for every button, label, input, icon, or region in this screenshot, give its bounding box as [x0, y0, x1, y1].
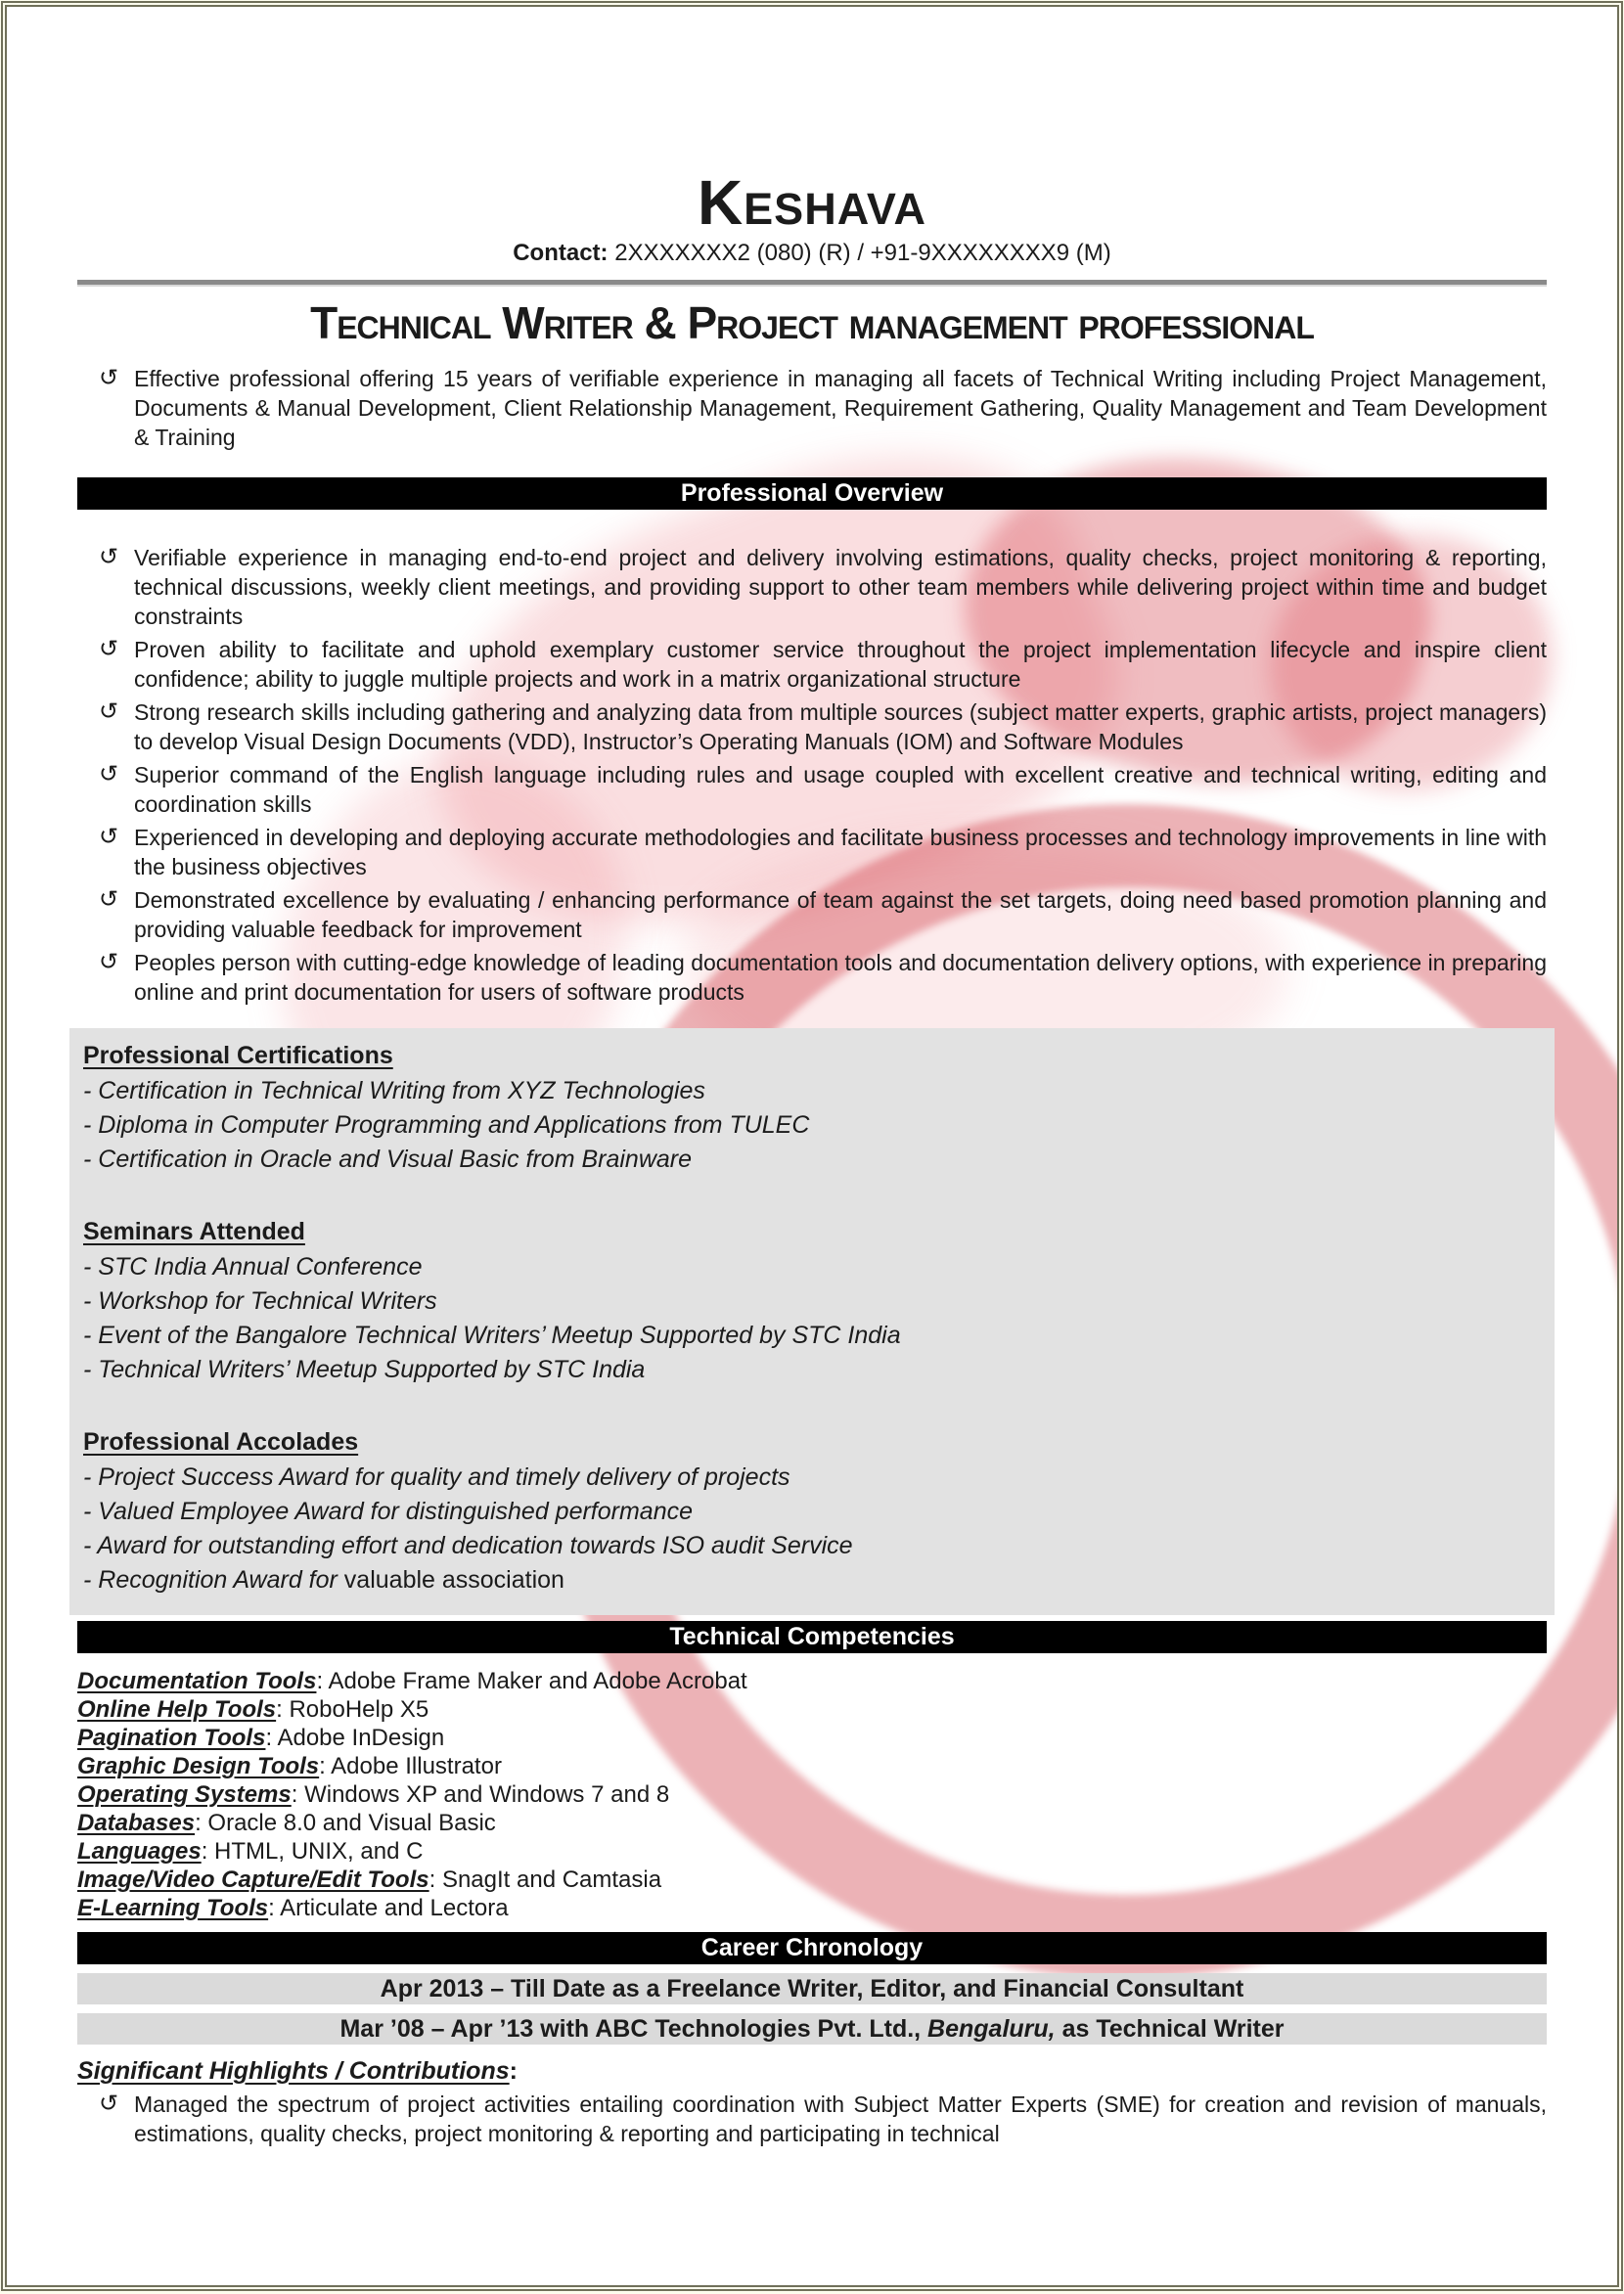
accolade-item-regular-part: valuable association — [337, 1565, 564, 1594]
competency-label: Image/Video Capture/Edit Tools — [77, 1866, 429, 1893]
overview-bullet-list — [77, 543, 1547, 1007]
career-entry-location: Bengaluru, — [927, 2014, 1056, 2043]
accolade-item — [83, 1563, 1541, 1597]
accolade-item-italic-part: - Recognition Award for — [83, 1565, 338, 1594]
accolade-item: - Valued Employee Award for distinguished performance — [83, 1497, 694, 1525]
contact-value: 2XXXXXXX2 (080) (R) / +91-9XXXXXXXX9 (M) — [608, 240, 1111, 266]
competency-value: : Adobe Illustrator — [319, 1752, 502, 1779]
resume-content — [7, 167, 1617, 2148]
seminar-item: - Workshop for Technical Writers — [83, 1286, 437, 1315]
overview-bullet — [77, 543, 1547, 631]
highlight-bullet — [77, 2090, 1547, 2148]
rotate-arrow-bullet-icon: ↺ — [99, 543, 119, 570]
competency-row — [77, 1695, 1547, 1724]
competency-row — [77, 1809, 1547, 1837]
competency-row — [77, 1866, 1547, 1894]
section-bar-technical-competencies: Technical Competencies — [77, 1621, 1547, 1653]
highlights-heading-text: Significant Highlights / Contributions — [77, 2056, 510, 2085]
seminar-item: - Event of the Bangalore Technical Writers’ Meetup Supported by STC India — [83, 1321, 901, 1349]
overview-bullet — [77, 823, 1547, 881]
competency-label: Languages — [77, 1837, 202, 1865]
seminar-item: - STC India Annual Conference — [83, 1252, 423, 1281]
highlight-bullet-text: Managed the spectrum of project activities entailing coordination with Subject Matter Experts (SME) for creation and revision of manuals, estimations, quality checks, project monitoring & reporting and participating in technical — [134, 2091, 1547, 2146]
section-bar-professional-overview: Professional Overview — [77, 477, 1547, 510]
competency-row — [77, 1752, 1547, 1780]
certification-item: - Certification in Technical Writing from XYZ Technologies — [83, 1076, 705, 1104]
competency-value: : Windows XP and Windows 7 and 8 — [291, 1780, 670, 1808]
competency-value: : Articulate and Lectora — [268, 1894, 509, 1921]
competency-label: E-Learning Tools — [77, 1894, 269, 1921]
overview-bullet-text: Strong research skills including gathering and analyzing data from multiple sources (subject matter experts, graphic artists, project managers) to develop Visual Design Documents (VDD), Instructor’s Operating Manuals (IOM) and Software Modules — [134, 698, 1547, 754]
competency-row — [77, 1724, 1547, 1752]
headline-title: Technical Writer & Project management professional — [310, 297, 1314, 348]
credentials-panel — [69, 1028, 1555, 1615]
competency-label: Pagination Tools — [77, 1724, 266, 1751]
candidate-name: Keshava — [697, 167, 927, 238]
overview-bullet-text: Superior command of the English language including rules and usage coupled with excellent creative and technical writing, editing and coordination skills — [134, 761, 1547, 817]
overview-bullet — [77, 948, 1547, 1007]
competency-value: : Adobe InDesign — [265, 1724, 445, 1751]
rotate-arrow-bullet-icon: ↺ — [99, 823, 119, 850]
rotate-arrow-bullet-icon: ↺ — [99, 948, 119, 975]
competency-row — [77, 1780, 1547, 1809]
highlights-heading — [77, 2056, 1547, 2086]
competency-label: Databases — [77, 1809, 196, 1836]
summary-text: Effective professional offering 15 years of verifiable experience in managing all facets of Technical Writing including Project Management, Documents & Manual Development, Client Relationship Management, Requirement Gathering, Quality Management and Team Development & Training — [134, 365, 1547, 450]
competency-label: Online Help Tools — [77, 1695, 277, 1723]
competency-label: Graphic Design Tools — [77, 1752, 320, 1779]
certification-item: - Certification in Oracle and Visual Basic from Brainware — [83, 1145, 693, 1173]
competency-row — [77, 1667, 1547, 1695]
accolade-item: - Project Success Award for quality and timely delivery of projects — [83, 1462, 790, 1491]
overview-bullet — [77, 885, 1547, 944]
accolades-heading: Professional Accolades — [83, 1427, 359, 1456]
rotate-arrow-bullet-icon: ↺ — [99, 364, 119, 391]
contact-line — [77, 240, 1547, 267]
competency-row — [77, 1894, 1547, 1922]
contact-label: Contact: — [513, 240, 609, 266]
competency-label: Documentation Tools — [77, 1667, 317, 1694]
overview-bullet — [77, 697, 1547, 756]
overview-bullet-text: Demonstrated excellence by evaluating / enhancing performance of team against the set targets, doing need based promotion planning and providing valuable feedback for improvement — [134, 886, 1547, 942]
competency-row — [77, 1837, 1547, 1866]
certifications-heading: Professional Certifications — [83, 1041, 393, 1069]
career-entry-previous — [77, 2013, 1547, 2045]
highlights-heading-colon: : — [509, 2056, 518, 2085]
career-entry-text: as Technical Writer — [1055, 2014, 1285, 2043]
section-bar-career-chronology: Career Chronology — [77, 1932, 1547, 1964]
rotate-arrow-bullet-icon: ↺ — [99, 2090, 119, 2117]
accolade-item: - Award for outstanding effort and dedication towards ISO audit Service — [83, 1531, 853, 1559]
overview-bullet — [77, 635, 1547, 694]
overview-bullet-text: Proven ability to facilitate and uphold exemplary customer service throughout the project implementation lifecycle and inspire client confidence; ability to juggle multiple projects and work in a matrix organizational structure — [134, 636, 1547, 692]
competency-value: : Adobe Frame Maker and Adobe Acrobat — [316, 1667, 747, 1694]
seminar-item: - Technical Writers’ Meetup Supported by STC India — [83, 1355, 646, 1383]
competency-value: : Oracle 8.0 and Visual Basic — [195, 1809, 496, 1836]
rotate-arrow-bullet-icon: ↺ — [99, 885, 119, 913]
career-entry-text: Mar ’08 – Apr ’13 with ABC Technologies Pvt. Ltd., — [339, 2014, 928, 2043]
resume-page — [5, 5, 1619, 2287]
overview-bullet-text: Verifiable experience in managing end-to-end project and delivery involving estimations, quality checks, project monitoring & reporting, technical discussions, weekly client meetings, and providing support to other team members while delivering project within time and budget constraints — [134, 544, 1547, 629]
career-entry-current: Apr 2013 – Till Date as a Freelance Writer, Editor, and Financial Consultant — [77, 1973, 1547, 2004]
competencies-list — [77, 1667, 1547, 1922]
header-divider — [77, 280, 1547, 287]
seminars-heading: Seminars Attended — [83, 1217, 305, 1245]
competency-value: : RoboHelp X5 — [276, 1695, 429, 1723]
overview-bullet-text: Experienced in developing and deploying accurate methodologies and facilitate business processes and technology improvements in line with the business objectives — [134, 824, 1547, 879]
rotate-arrow-bullet-icon: ↺ — [99, 697, 119, 725]
rotate-arrow-bullet-icon: ↺ — [99, 635, 119, 662]
certification-item: - Diploma in Computer Programming and Applications from TULEC — [83, 1110, 810, 1139]
competency-value: : SnagIt and Camtasia — [429, 1866, 662, 1893]
overview-bullet — [77, 760, 1547, 819]
rotate-arrow-bullet-icon: ↺ — [99, 760, 119, 787]
competency-value: : HTML, UNIX, and C — [201, 1837, 424, 1865]
overview-bullet-text: Peoples person with cutting-edge knowledge of leading documentation tools and documentation delivery options, with experience in preparing online and print documentation for users of software products — [134, 949, 1547, 1005]
competency-label: Operating Systems — [77, 1780, 292, 1808]
summary-bullet — [77, 364, 1547, 452]
